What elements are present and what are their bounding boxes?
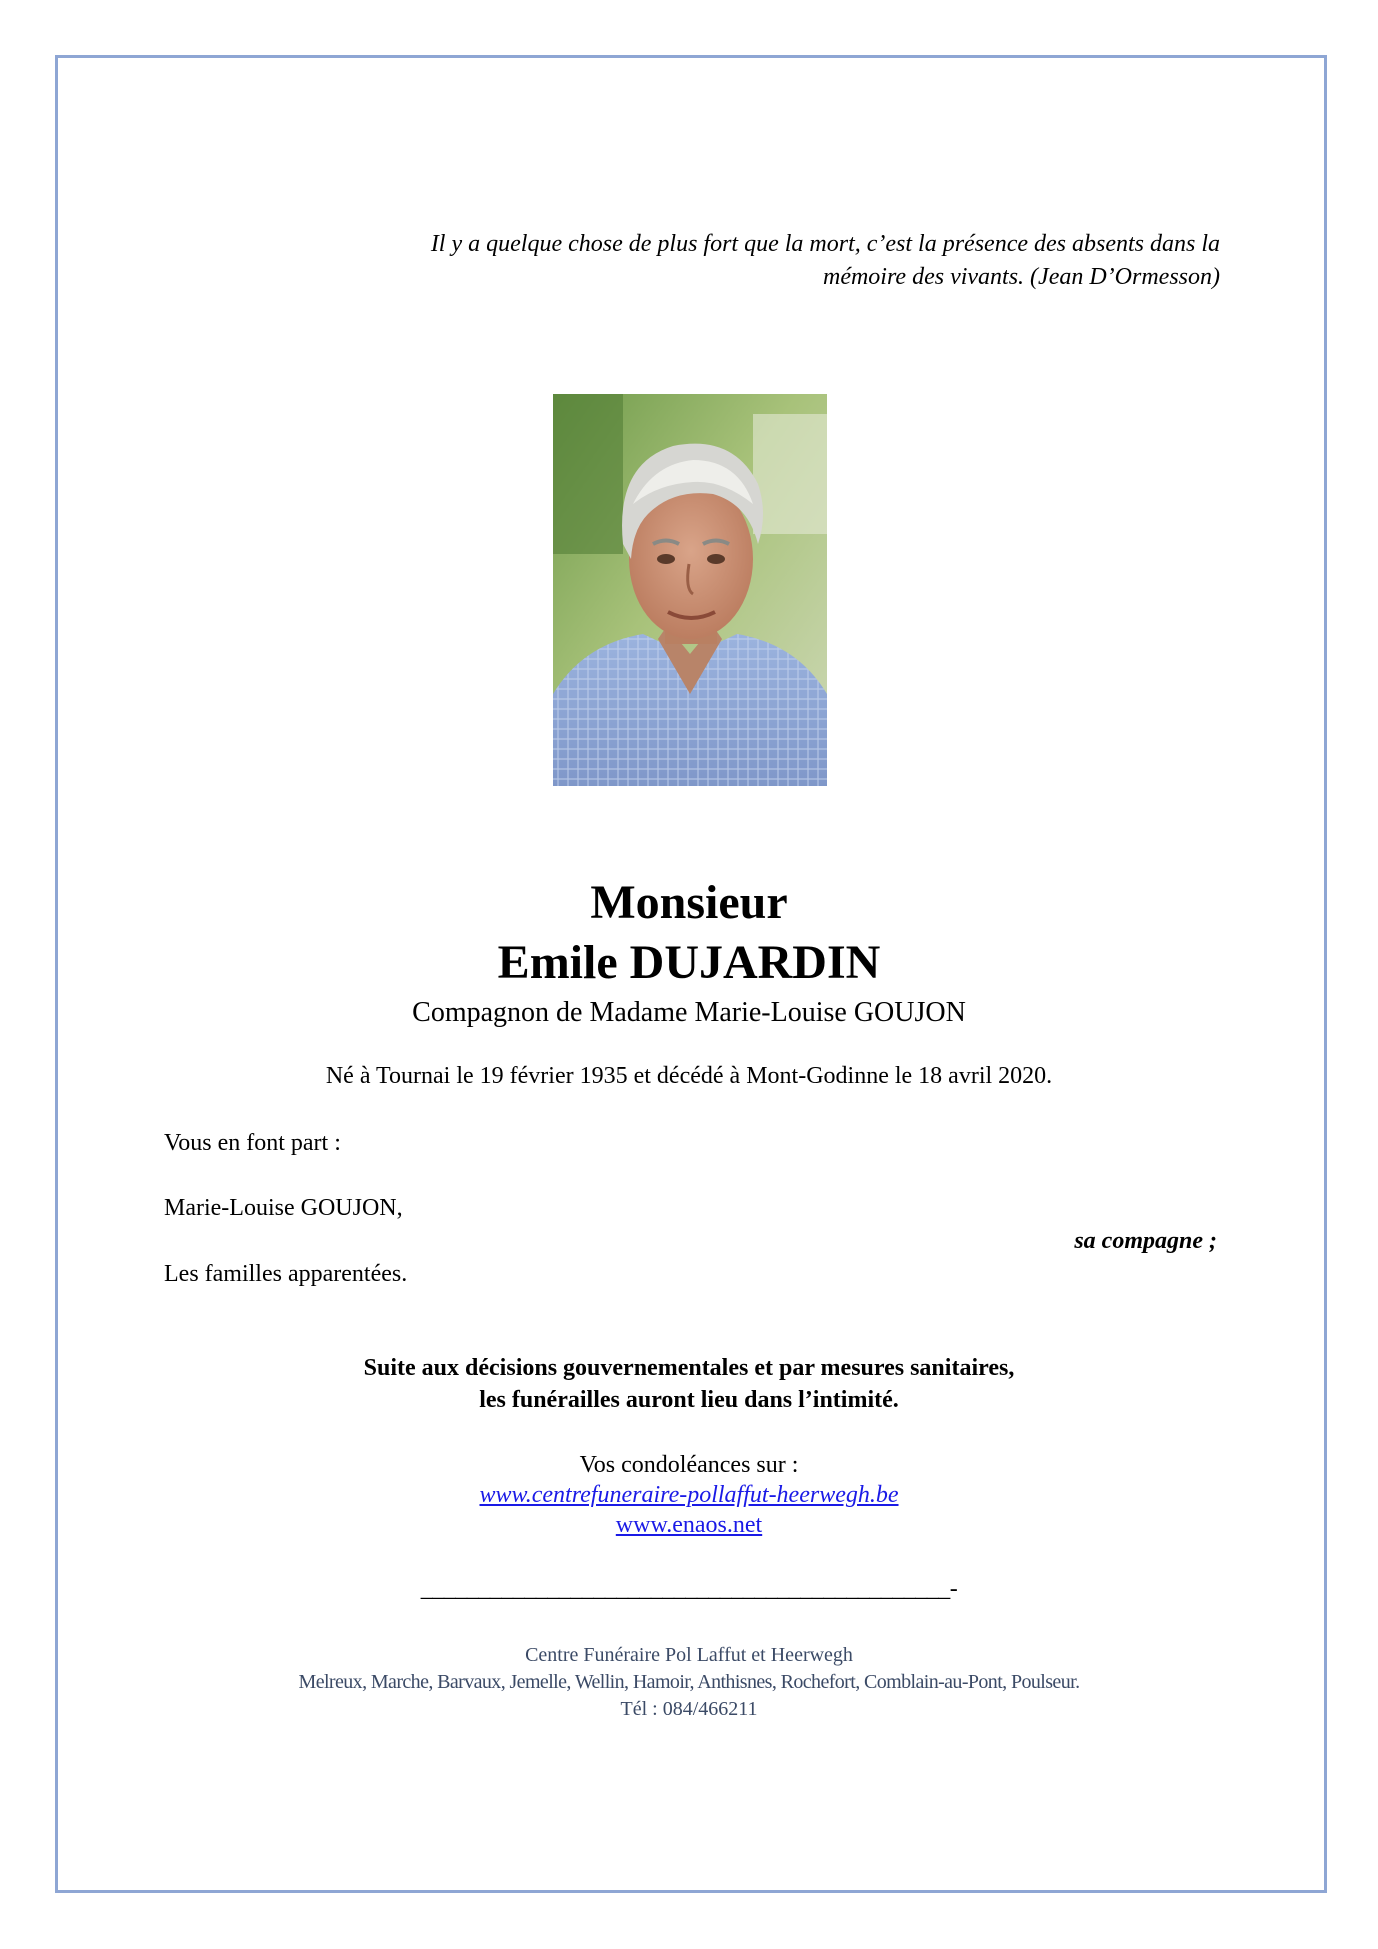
footer-company: Centre Funéraire Pol Laffut et Heerwegh xyxy=(525,1644,853,1666)
quote-line-2: mémoire des vivants. (Jean D’Ormesson) xyxy=(822,264,1220,290)
condolences-link-1-row xyxy=(0,1480,1378,1510)
epigraph-quote xyxy=(240,228,1220,294)
enaos-link[interactable]: www.enaos.net xyxy=(615,1512,763,1538)
quote-line-1: Il y a quelque chose de plus fort que la mort, c’est la présence des absents dans la xyxy=(430,231,1220,257)
funeral-home-link[interactable]: www.centrefuneraire-pollaffut-heerwegh.be xyxy=(479,1482,899,1508)
portrait-photo xyxy=(553,394,827,786)
notice-line-2: les funérailles auront lieu dans l’intimité. xyxy=(479,1387,899,1413)
honorific-title: Monsieur xyxy=(590,876,788,929)
partner-role: sa compagne ; xyxy=(1074,1228,1217,1254)
announcers-intro: Vous en font part : xyxy=(164,1130,341,1156)
partner-name: Marie-Louise GOUJON, xyxy=(164,1195,403,1221)
relationship-subtitle: Compagnon de Madame Marie-Louise GOUJON xyxy=(412,997,966,1028)
birth-death-line: Né à Tournai le 19 février 1935 et décédé à Mont-Godinne le 18 avril 2020. xyxy=(325,1063,1053,1089)
footer-locations: Melreux, Marche, Barvaux, Jemelle, Wellin, Hamoir, Anthisnes, Rochefort, Comblain-au-Pont, Poulseur. xyxy=(298,1671,1080,1693)
footer-phone: Tél : 084/466211 xyxy=(620,1698,758,1720)
separator-line: ______________________________________________- xyxy=(420,1576,958,1602)
families-line: Les familles apparentées. xyxy=(164,1261,408,1287)
notice-line-1: Suite aux décisions gouvernementales et par mesures sanitaires, xyxy=(363,1355,1015,1381)
condolences-intro: Vos condoléances sur : xyxy=(579,1452,799,1478)
deceased-name: Emile DUJARDIN xyxy=(497,936,881,989)
condolences-link-2-row xyxy=(0,1510,1378,1540)
